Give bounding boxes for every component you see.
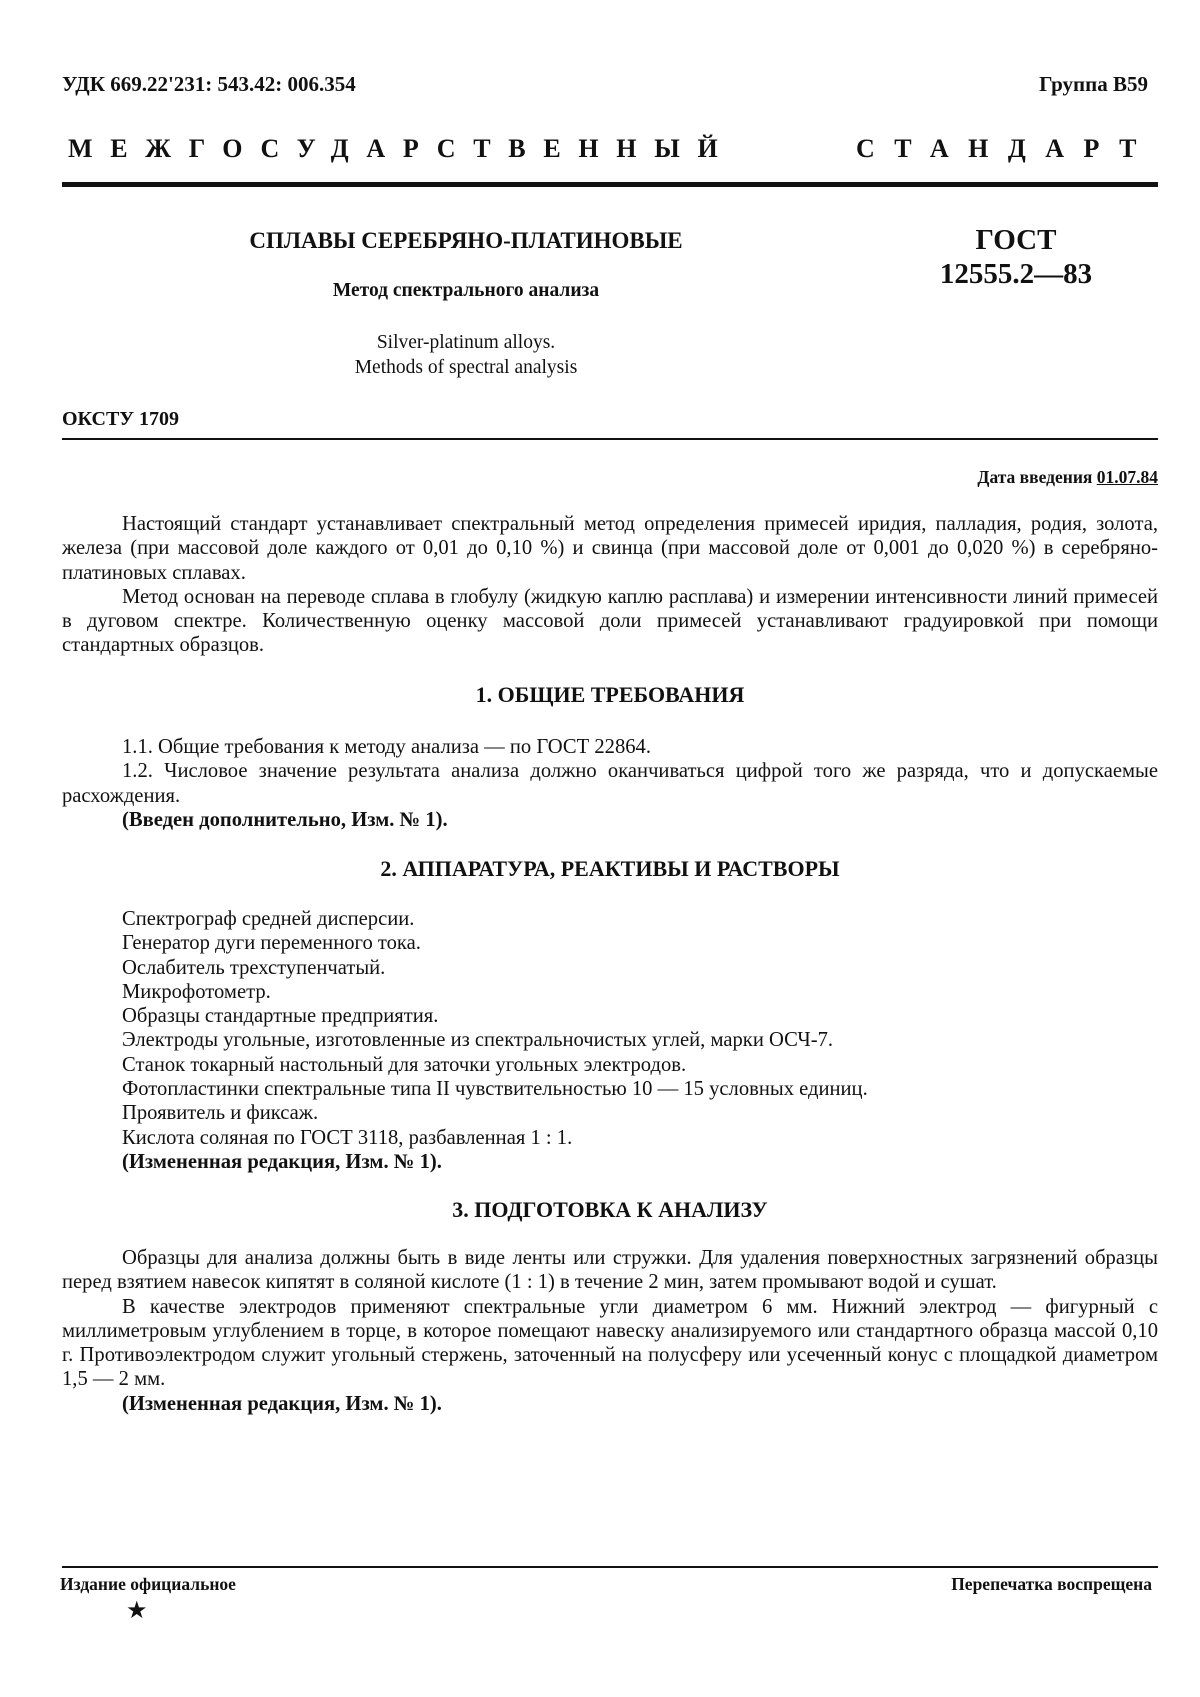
section-heading-1: 1. ОБЩИЕ ТРЕБОВАНИЯ xyxy=(475,682,745,707)
header-rule xyxy=(62,182,1158,187)
title-rule xyxy=(62,438,1158,440)
amendment-note: (Введен дополнительно, Изм. № 1). xyxy=(122,808,448,831)
list-item: Генератор дуги переменного тока. xyxy=(122,932,421,955)
english-subtitle-line: Methods of spectral analysis xyxy=(354,357,578,378)
list-item: Кислота соляная по ГОСТ 3118, разбавленная 1 : 1. xyxy=(122,1126,573,1149)
intro-paragraph: Метод основан на переводе сплава в глобулу (жидкую каплю расплава) и измерении интенсивности линий примесей в дуговом спектре. Количественную оценку массовой доли примесей устанавливают градуировкой при помощи стандартных образцов. xyxy=(62,585,1158,657)
section-1-text xyxy=(62,735,1158,832)
list-item: Проявитель и фиксаж. xyxy=(122,1102,319,1125)
preparation-paragraph: Образцы для анализа должны быть в виде ленты или стружки. Для удаления поверхностных загрязнений образцы перед взятием навесок кипятят в соляной кислоте (1 : 1) в течение 2 мин, затем промывают водой и сушат. xyxy=(62,1247,1158,1294)
gost-designation xyxy=(936,223,1096,291)
amendment-note: (Измененная редакция, Изм. № 1). xyxy=(122,1392,442,1415)
standard-word: СТАНДАРТ xyxy=(856,134,1157,163)
okstu-code: ОКСТУ 1709 xyxy=(62,408,180,430)
introduction-date-label: Дата введения xyxy=(977,467,1093,487)
udk-code: УДК 669.22'231: 543.42: 006.354 xyxy=(62,72,356,96)
electrodes-paragraph: В качестве электродов применяют спектральные угли диаметром 6 мм. Нижний электрод — фигурный с миллиметровым углублением в торце, в которое помещают навеску анализируемого или стандартного образца массой 0,10 г. Противоэлектродом служит угольный стержень, заточенный на полусферу или усеченный конус с площадкой диаметром 1,5 — 2 мм. xyxy=(62,1295,1158,1391)
footer-rule xyxy=(62,1566,1158,1568)
introduction-date-value: 01.07.84 xyxy=(1096,467,1158,487)
section-heading-2: 2. АППАРАТУРА, РЕАКТИВЫ И РАСТВОРЫ xyxy=(380,856,840,881)
official-edition-label: Издание официальное xyxy=(60,1574,236,1594)
intro-text xyxy=(62,512,1158,658)
amendment-note: (Измененная редакция, Изм. № 1). xyxy=(122,1150,442,1173)
interstate-word: МЕЖГОСУДАРСТВЕННЫЙ xyxy=(68,134,736,163)
document-title: СПЛАВЫ СЕРЕБРЯНО-ПЛАТИНОВЫЕ xyxy=(249,228,683,253)
list-item: Микрофотометр. xyxy=(122,980,271,1003)
section-heading-3: 3. ПОДГОТОВКА К АНАЛИЗУ xyxy=(452,1197,768,1222)
list-item: Спектрограф средней дисперсии. xyxy=(122,908,415,930)
section-3-text xyxy=(62,1246,1158,1416)
list-item: Фотопластинки спектральные типа II чувствительностью 10 — 15 условных единиц. xyxy=(122,1078,868,1101)
english-title xyxy=(300,330,632,380)
list-item: Станок токарный настольный для заточки угольных электродов. xyxy=(122,1053,687,1076)
interstate-standard-banner xyxy=(68,134,1160,164)
document-subtitle: Метод спектрального анализа xyxy=(332,280,600,301)
clause-1-2: 1.2. Числовое значение результата анализа должно оканчиваться цифрой того же разряда, что и допускаемые расхождения. xyxy=(62,760,1158,807)
list-item: Образцы стандартные предприятия. xyxy=(122,1005,439,1028)
list-item: Ослабитель трехступенчатый. xyxy=(122,956,386,979)
intro-paragraph: Настоящий стандарт устанавливает спектральный метод определения примесей иридия, палладия, родия, золота, железа (при массовой доле каждого от 0,01 до 0,10 %) и свинца (при массовой доле от 0,001 до 0,020 %) в серебряно-платиновых сплавах. xyxy=(62,513,1158,584)
english-title-line: Silver-platinum alloys. xyxy=(376,332,556,353)
gost-number: 12555.2—83 xyxy=(939,258,1093,290)
star-icon: ★ xyxy=(126,1598,148,1624)
gost-label: ГОСТ xyxy=(975,224,1057,256)
reprint-prohibited-label: Перепечатка воспрещена xyxy=(951,1574,1152,1594)
group-code: Группа В59 xyxy=(1039,72,1148,96)
introduction-date xyxy=(977,467,1158,488)
equipment-list xyxy=(122,907,1152,1174)
list-item: Электроды угольные, изготовленные из спектральночистых углей, марки ОСЧ-7. xyxy=(122,1029,834,1052)
clause-1-1: 1.1. Общие требования к методу анализа — по ГОСТ 22864. xyxy=(122,736,651,758)
